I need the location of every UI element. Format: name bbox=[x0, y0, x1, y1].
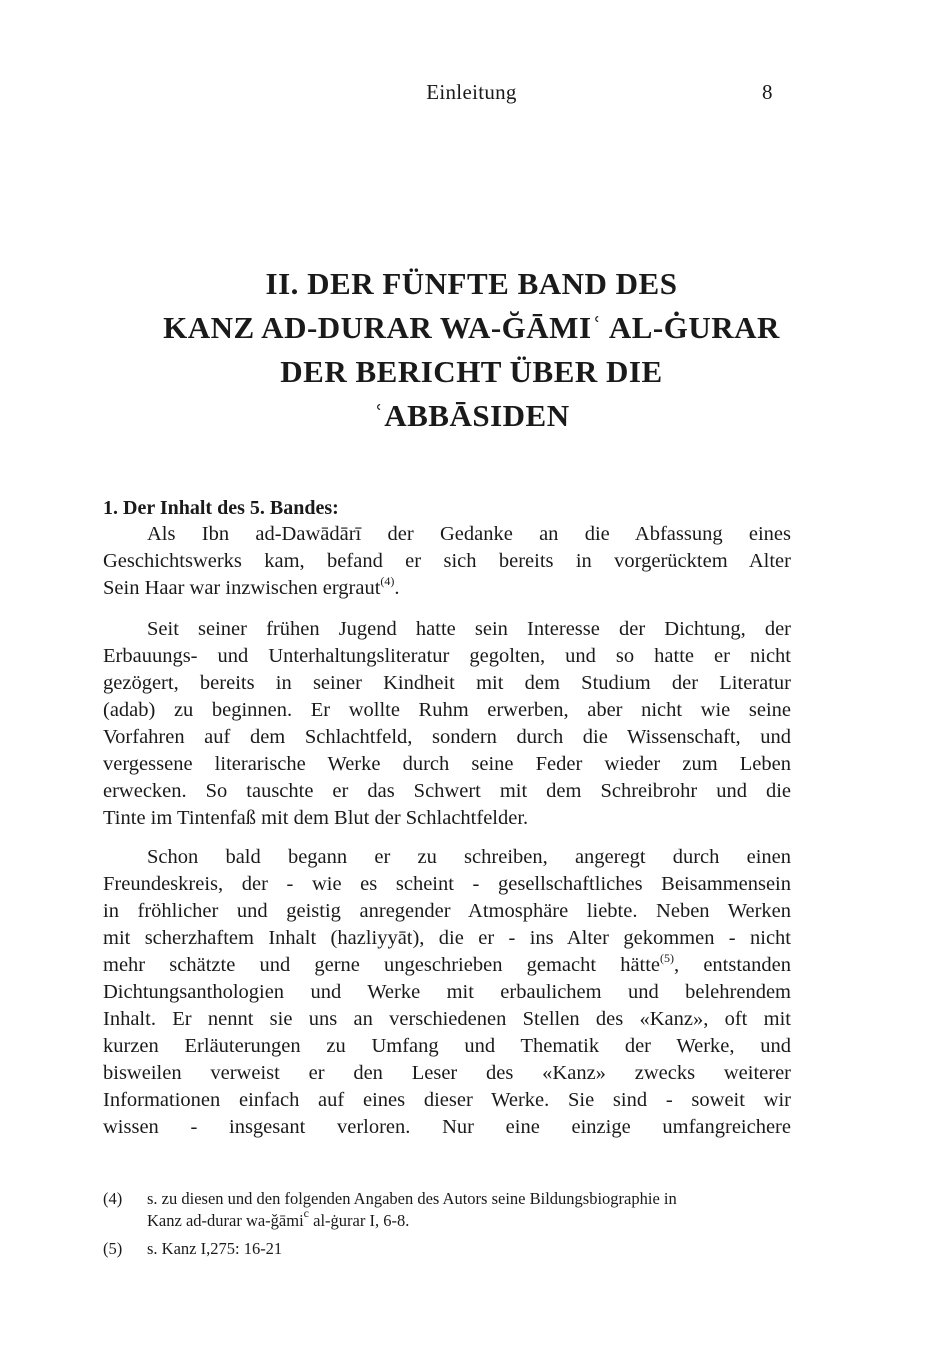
paragraph-2 bbox=[103, 616, 791, 832]
text-line: Tinte im Tintenfaß mit dem Blut der Schlachtfelder. bbox=[103, 807, 529, 829]
text-line: Erbauungs- und Unterhaltungsliteratur gegolten, und so hatte er nicht bbox=[103, 645, 791, 667]
footnote-ref-4[interactable]: (4) bbox=[380, 574, 395, 588]
footnote-number: (5) bbox=[103, 1239, 123, 1258]
text-line: Freundeskreis, der - wie es scheint - gesellschaftliches Beisammensein bbox=[103, 873, 791, 895]
text-line: Inhalt. Er nennt sie uns an verschiedenen Stellen des «Kanz», oft mit bbox=[103, 1008, 791, 1030]
text-line: bisweilen verweist er den Leser des «Kanz» zwecks weiterer bbox=[103, 1062, 791, 1084]
footnote-text bbox=[147, 1238, 803, 1260]
chapter-title-line: DER BERICHT ÜBER DIE bbox=[280, 354, 663, 389]
text-line: wissen - insgesant verloren. Nur eine einzige umfangreichere bbox=[103, 1116, 791, 1138]
footnote-text bbox=[147, 1188, 803, 1232]
text-fragment: . bbox=[394, 577, 400, 599]
text-line: vergessene literarische Werke durch seine Feder wieder zum Leben bbox=[103, 753, 791, 775]
text-line: Informationen einfach auf eines dieser Werke. Sie sind - soweit wir bbox=[103, 1089, 791, 1111]
footnote-number: (4) bbox=[103, 1189, 123, 1208]
page-number: 8 bbox=[762, 80, 773, 104]
text-line: Geschichtswerks kam, befand er sich bereits in vorgerücktem Alter bbox=[103, 550, 791, 572]
text-line: gezögert, bereits in seiner Kindheit mit dem Studium der Literatur bbox=[103, 672, 791, 694]
text-fragment: mehr schätzte und gerne ungeschrieben gemacht hätte bbox=[103, 954, 661, 976]
text-fragment: , entstanden bbox=[674, 954, 791, 976]
text-line: Dichtungsanthologien und Werke mit erbaulichem und belehrendem bbox=[103, 981, 791, 1003]
text-fragment: Sein Haar war inzwischen ergraut bbox=[103, 577, 381, 599]
chapter-title bbox=[80, 262, 863, 438]
text-fragment: Kanz ad-durar wa-ǧāmi bbox=[147, 1211, 304, 1230]
superscript: c bbox=[303, 1206, 309, 1220]
footnote-line: s. Kanz I,275: 16-21 bbox=[147, 1239, 283, 1258]
paragraph-1 bbox=[103, 521, 791, 602]
footnote-line bbox=[147, 1206, 803, 1232]
chapter-title-line: KANZ AD-DURAR WA-ĞĀMIʿ AL-ĠURAR bbox=[163, 310, 780, 345]
paragraph-3 bbox=[103, 844, 791, 1141]
text-line: erwecken. So tauschte er das Schwert mit dem Schreibrohr und die bbox=[103, 780, 791, 802]
text-line bbox=[103, 575, 791, 602]
text-line: Vorfahren auf dem Schlachtfeld, sondern durch die Wissenschaft, und bbox=[103, 726, 791, 748]
footnote-4 bbox=[103, 1188, 803, 1232]
text-line: kurzen Erläuterungen zu Umfang und Thematik der Werke, und bbox=[103, 1035, 791, 1057]
text-line: in fröhlicher und geistig anregender Atmosphäre liebte. Neben Werken bbox=[103, 900, 791, 922]
running-title: Einleitung bbox=[426, 80, 517, 104]
text-line: Seit seiner frühen Jugend hatte sein Interesse der Dichtung, der bbox=[147, 618, 791, 640]
chapter-title-line: ʿABBĀSIDEN bbox=[373, 398, 570, 433]
chapter-title-line: II. DER FÜNFTE BAND DES bbox=[265, 266, 678, 301]
section-heading: 1. Der Inhalt des 5. Bandes: bbox=[103, 497, 339, 519]
footnotes bbox=[103, 1188, 803, 1266]
footnote-line: s. zu diesen und den folgenden Angaben des Autors seine Bildungsbiographie in bbox=[147, 1189, 677, 1208]
text-fragment: al-ġurar I, 6-8. bbox=[309, 1211, 410, 1230]
text-line: Als Ibn ad-Dawādārī der Gedanke an die Abfassung eines bbox=[147, 523, 791, 545]
footnote-ref-5[interactable]: (5) bbox=[660, 951, 675, 965]
text-line: (adab) zu beginnen. Er wollte Ruhm erwerben, aber nicht wie seine bbox=[103, 699, 791, 721]
text-line: mit scherzhaftem Inhalt (hazliyyāt), die er - ins Alter gekommen - nicht bbox=[103, 927, 791, 949]
footnote-5 bbox=[103, 1238, 803, 1260]
text-line: Schon bald begann er zu schreiben, angeregt durch einen bbox=[147, 846, 791, 868]
text-line bbox=[103, 952, 791, 979]
